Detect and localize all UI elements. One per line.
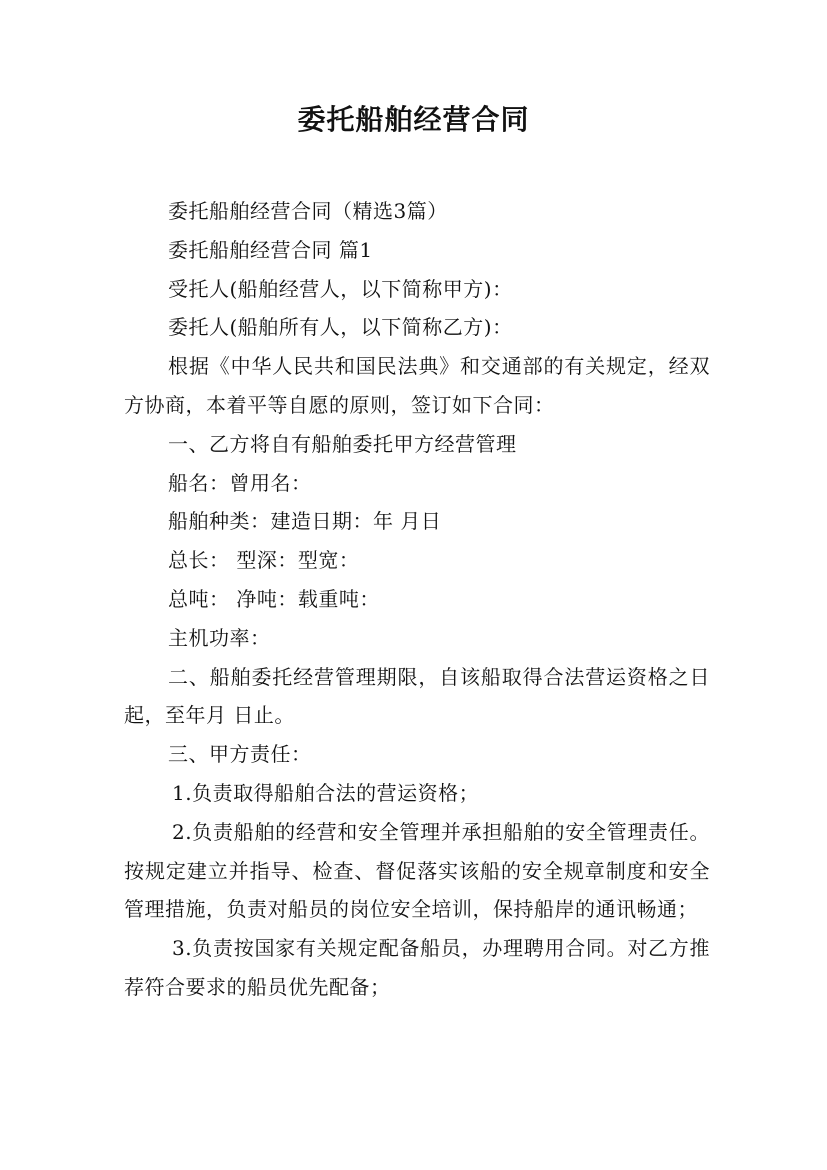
paragraph-duty-3: 3.负责按国家有关规定配备船员，办理聘用合同。对乙方推荐符合要求的船员优先配备； [124,936,710,999]
paragraph-ship-dimensions: 总长： 型深：型宽： [168,548,360,573]
document-title: 委托船舶经营合同 [297,103,530,136]
paragraph-clause-3: 三、甲方责任： [168,742,312,767]
paragraph-ship-name: 船名：曾用名： [168,470,312,495]
paragraph-preamble: 根据《中华人民共和国民法典》和交通部的有关规定，经双方协商，本着平等自愿的原则，签订如下合同： [124,354,710,417]
paragraph-engine-power: 主机功率： [168,625,271,650]
paragraph-party-a: 受托人(船舶经营人，以下简称甲方)： [168,276,513,301]
paragraph-ship-tonnage: 总吨： 净吨：载重吨： [168,586,380,611]
document-body [124,192,710,1007]
paragraph-ship-type: 船舶种类：建造日期：年 月日 [168,509,442,534]
paragraph-section-heading: 委托船舶经营合同 篇1 [168,237,373,262]
paragraph-clause-1: 一、乙方将自有船舶委托甲方经营管理 [168,431,517,456]
paragraph-clause-2: 二、船舶委托经营管理期限，自该船取得合法营运资格之日起，至年月 日止。 [124,664,710,728]
paragraph-party-b: 委托人(船舶所有人，以下简称乙方)： [168,315,513,340]
paragraph-duty-2: 2.负责船舶的经营和安全管理并承担船舶的安全管理责任。按规定建立并指导、检查、督促落实该船的安全规章制度和安全管理措施，负责对船员的岗位安全培训，保持船岸的通讯畅通； [124,819,710,922]
paragraph-subtitle: 委托船舶经营合同（精选3篇） [168,199,448,223]
paragraph-duty-1: 1.负责取得船舶合法的营运资格； [172,780,480,805]
